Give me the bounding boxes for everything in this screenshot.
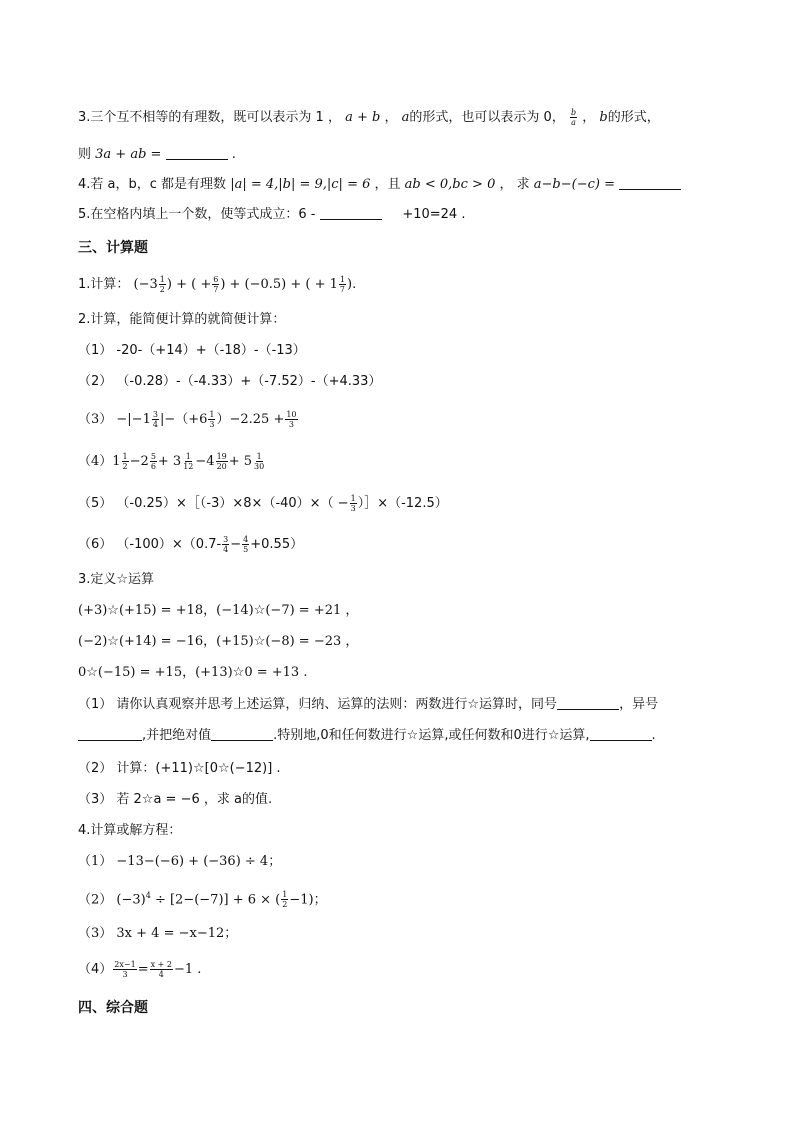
q4-ask-expr: a−b−(−c) = <box>533 177 620 192</box>
frac-den: 4 <box>223 545 229 554</box>
frac-num: 1 <box>209 410 215 419</box>
frac-den: 3 <box>209 420 215 429</box>
section-3-heading: 三、计算题 <box>78 240 148 256</box>
frac-den: a <box>571 118 576 127</box>
calc-3-q2: （2） 计算：(+11)☆[0☆(−12)] . <box>78 761 281 776</box>
calc-3-example-1: (+3)☆(+15) = +18，(−14)☆(−7) = +21 ， <box>78 603 359 618</box>
question-3-line-1 <box>78 108 734 128</box>
frac-den: 2 <box>122 462 128 471</box>
calc-2-part-3 <box>78 410 734 430</box>
frac-den: 30 <box>254 462 265 471</box>
p3-c: ）−2.25 + <box>216 412 285 427</box>
p4-c: + 3 <box>157 454 182 469</box>
frac-num: 3 <box>223 535 229 544</box>
calc-4-part-3: （3） 3x + 4 = −x−12； <box>78 926 238 941</box>
q4-text: 4.若 a，b，c 都是有理数 <box>78 177 227 192</box>
c4p2-c: −1)； <box>289 892 327 908</box>
p4-d: −4 <box>195 454 215 469</box>
frac-den: 3 <box>122 970 128 979</box>
calc-3-q1-line-2 <box>78 726 734 746</box>
p5-a: （5） （-0.25）×［（-3）×8×（-40）×（ − <box>78 496 349 511</box>
q3-text-c: 的形式，也可以表示为 0， <box>409 110 565 125</box>
q3-fraction <box>570 108 577 127</box>
q1-e: . <box>651 728 656 743</box>
q1-a: （1） 请你认真观察并思考上述运算，归纳、运算的法则：两数进行☆运算时，同号 <box>78 697 558 712</box>
answer-blank[interactable] <box>78 726 142 741</box>
frac-den: 7 <box>213 285 219 294</box>
calc-1-label: 1.计算： <box>78 277 130 292</box>
q5-post: +10=24 . <box>402 207 466 222</box>
frac-num: b <box>570 108 577 117</box>
frac-den: 12 <box>183 462 194 471</box>
c4p2-a: （2） (−3) <box>78 892 146 908</box>
answer-blank[interactable] <box>590 726 652 741</box>
frac-num: 1 <box>282 890 288 900</box>
frac-den: 5 <box>243 545 249 554</box>
frac-den: 3 <box>350 504 356 513</box>
frac-num: 1 <box>185 452 191 461</box>
frac-num: x + 2 <box>150 960 172 969</box>
p4-a: （4）1 <box>78 454 121 469</box>
answer-blank[interactable] <box>211 726 273 741</box>
frac-num: 19 <box>216 452 227 461</box>
calc-3-q3: （3） 若 2☆a = −6 ，求 a的值. <box>78 792 273 807</box>
p6-b: − <box>230 537 242 552</box>
frac-num: 4 <box>243 535 249 544</box>
question-3-line-2 <box>78 145 734 165</box>
frac-num: 6 <box>213 275 219 284</box>
frac-num: 5 <box>150 452 156 461</box>
p6-c: +0.55） <box>250 537 304 552</box>
p4-b: −2 <box>129 454 149 469</box>
frac-num: 1 <box>159 275 165 284</box>
frac-den: 4 <box>158 970 164 979</box>
calc-1 <box>78 275 734 295</box>
q5-text: 5.在空格内填上一个数，使等式成立：6 - <box>78 207 316 222</box>
exponent: 4 <box>145 891 151 900</box>
q3-then: 则 <box>78 147 96 162</box>
question-4 <box>78 175 734 195</box>
q3-expr-2: 3a + ab = <box>95 147 166 162</box>
frac-num: 2x−1 <box>114 960 136 969</box>
q3-comma-2: ， <box>582 110 596 125</box>
frac-num: 1 <box>339 275 346 284</box>
question-5 <box>78 205 734 225</box>
c4p4-a: （4） <box>78 962 113 977</box>
q3-var-b: b <box>599 110 608 125</box>
q1-c: ,并把绝对值 <box>142 728 212 743</box>
calc-4-label: 4.计算或解方程： <box>78 823 182 838</box>
calc-1-expr-c: ) + (−0.5) + ( + 1 <box>220 277 338 292</box>
q1-b: ，异号 <box>619 697 659 712</box>
answer-blank[interactable] <box>619 175 681 190</box>
q4-mid: ，且 <box>374 177 401 192</box>
q4-abs-values: |a| = 4,|b| = 9,|c| = 6 <box>230 177 371 192</box>
frac-den: 3 <box>288 420 294 429</box>
frac-den: 4 <box>152 420 158 429</box>
calc-2-part-4 <box>78 452 734 472</box>
q3-period: . <box>231 147 236 162</box>
calc-3-label: 3.定义☆运算 <box>78 572 155 587</box>
calc-2-part-2: （2） （-0.28）-（-4.33）+（-7.52）-（+4.33） <box>78 374 382 389</box>
calc-2-part-1: （1） -20-（+14）+（-18）-（-13） <box>78 343 306 358</box>
calc-4-part-1: （1） −13−(−6) + (−36) ÷ 4； <box>78 854 282 869</box>
q3-comma: ， <box>384 110 398 125</box>
frac-num: 3 <box>152 410 158 419</box>
calc-4-part-2 <box>78 886 734 910</box>
frac-den: 2 <box>282 900 288 910</box>
calc-3-example-3: 0☆(−15) = +15，(+13)☆0 = +13 . <box>78 665 308 680</box>
p5-b: ）］×（-12.5） <box>357 496 448 511</box>
frac-den: 7 <box>339 285 346 294</box>
q4-condition: ab < 0,bc > 0 <box>404 177 496 192</box>
calc-4-part-4 <box>78 960 734 980</box>
q3-expression: a + b <box>345 110 381 125</box>
calc-2-part-5 <box>78 494 734 514</box>
frac-den: 6 <box>150 462 156 471</box>
q3-text: 3.三个互不相等的有理数，既可以表示为 1 ， <box>78 110 341 125</box>
q3-var-a: a <box>401 110 410 125</box>
p3-b: |−（+6 <box>159 412 208 427</box>
frac-num: 10 <box>286 410 297 419</box>
calc-2-part-6 <box>78 535 734 555</box>
frac-den: 2 <box>159 285 165 294</box>
calc-1-expr-b: ) + ( + <box>166 277 212 292</box>
frac-num: 1 <box>256 452 262 461</box>
answer-blank[interactable] <box>166 145 228 160</box>
p6-a: （6） （-100）×（0.7- <box>78 537 222 552</box>
q3-text-e: 的形式， <box>607 110 660 125</box>
calc-3-example-2: (−2)☆(+14) = −16，(+15)☆(−8) = −23 ， <box>78 634 359 649</box>
c4p4-b: = <box>137 962 149 977</box>
c4p4-c: −1 . <box>173 962 202 977</box>
answer-blank[interactable] <box>320 205 382 220</box>
frac-num: 1 <box>350 494 356 503</box>
p4-e: + 5 <box>228 454 253 469</box>
frac-num: 1 <box>122 452 128 461</box>
p3-a: （3） −|−1 <box>78 412 151 427</box>
section-4-heading: 四、综合题 <box>78 1000 148 1016</box>
calc-1-expr-d: ). <box>347 277 357 292</box>
q4-ask-text: ， 求 <box>499 177 530 192</box>
calc-3-q1-line-1 <box>78 695 734 715</box>
calc-2-label: 2.计算，能简便计算的就简便计算： <box>78 312 286 327</box>
q1-d: .特别地,0和任何数进行☆运算,或任何数和0进行☆运算, <box>273 728 590 743</box>
answer-blank[interactable] <box>557 695 619 710</box>
calc-1-expr-a: (−3 <box>133 277 158 292</box>
c4p2-b: ÷ [2−(−7)] + 6 × ( <box>150 892 281 908</box>
frac-den: 20 <box>216 462 227 471</box>
